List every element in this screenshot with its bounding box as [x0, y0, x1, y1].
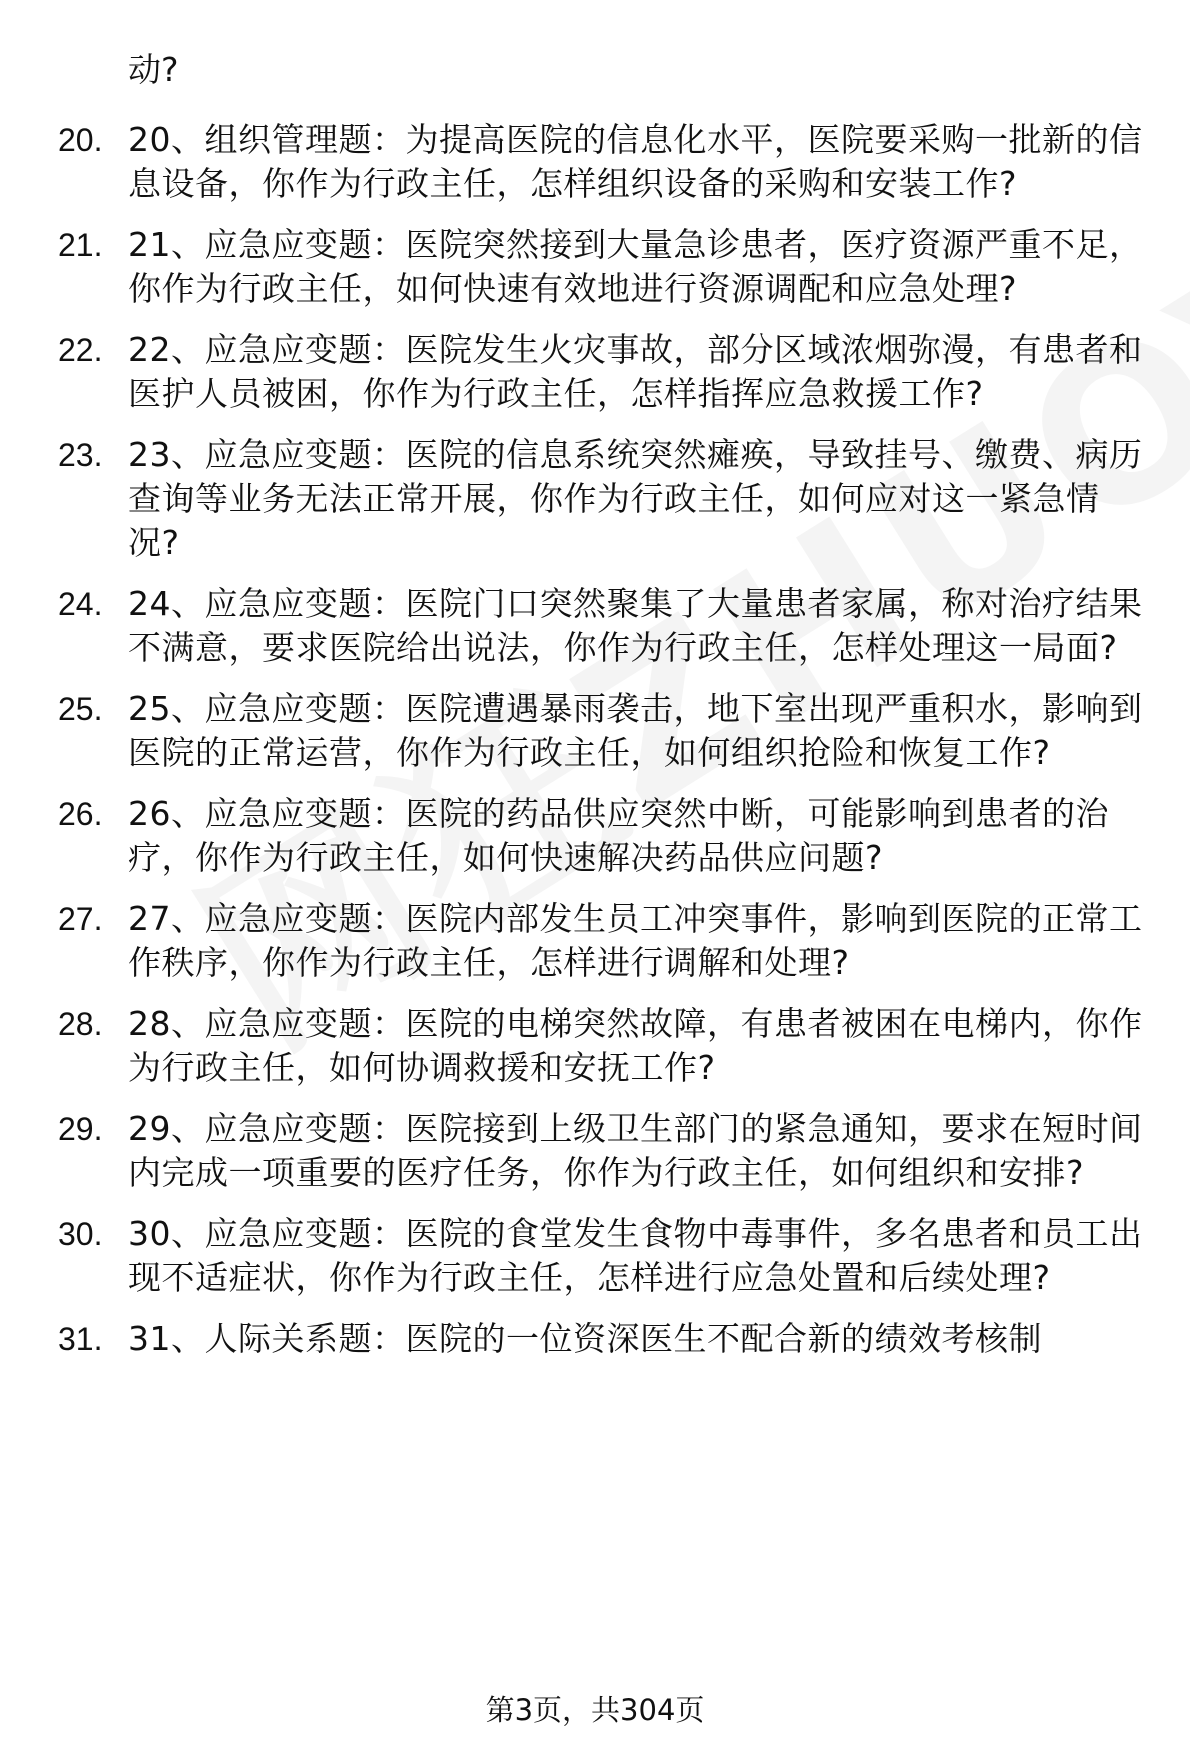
question-number: 21.: [58, 227, 103, 263]
question-item-24: [0, 582, 1148, 670]
question-text: 28、应急应变题：医院的电梯突然故障，有患者被困在电梯内，你作为行政主任，如何协调救援和安抚工作?: [128, 1004, 1143, 1087]
question-item-22: [0, 328, 1148, 416]
question-number: 27.: [58, 901, 103, 937]
question-item-25: [0, 687, 1148, 775]
question-text: 27、应急应变题：医院内部发生员工冲突事件，影响到医院的正常工作秩序，你作为行政主任，怎样进行调解和处理?: [128, 899, 1143, 982]
question-number: 29.: [58, 1111, 103, 1147]
question-text: 24、应急应变题：医院门口突然聚集了大量患者家属，称对治疗结果不满意，要求医院给出说法，你作为行政主任，怎样处理这一局面?: [128, 584, 1143, 667]
question-text: 20、组织管理题：为提高医院的信息化水平，医院要采购一批新的信息设备，你作为行政主任，怎样组织设备的采购和安装工作?: [128, 120, 1143, 203]
question-text: 30、应急应变题：医院的食堂发生食物中毒事件，多名患者和员工出现不适症状，你作为行政主任，怎样进行应急处置和后续处理?: [128, 1214, 1143, 1297]
question-text: 29、应急应变题：医院接到上级卫生部门的紧急通知，要求在短时间内完成一项重要的医疗任务，你作为行政主任，如何组织和安排?: [128, 1109, 1143, 1192]
question-text: 25、应急应变题：医院遭遇暴雨袭击，地下室出现严重积水，影响到医院的正常运营，你作为行政主任，如何组织抢险和恢复工作?: [128, 689, 1143, 772]
question-item-28: [0, 1002, 1148, 1090]
question-number: 26.: [58, 796, 103, 832]
question-item-27: [0, 897, 1148, 985]
question-number: 23.: [58, 437, 103, 473]
question-text: 22、应急应变题：医院发生火灾事故，部分区域浓烟弥漫，有患者和医护人员被困，你作为行政主任，怎样指挥应急救援工作?: [128, 330, 1143, 413]
question-item-30: [0, 1212, 1148, 1300]
question-text: 21、应急应变题：医院突然接到大量急诊患者，医疗资源严重不足，你作为行政主任，如何快速有效地进行资源调配和应急处理?: [128, 225, 1143, 308]
question-text: 26、应急应变题：医院的药品供应突然中断，可能影响到患者的治疗，你作为行政主任，如何快速解决药品供应问题?: [128, 794, 1109, 877]
question-item-20: [0, 118, 1148, 206]
question-text: 23、应急应变题：医院的信息系统突然瘫痪，导致挂号、缴费、病历查询等业务无法正常开展，你作为行政主任，如何应对这一紧急情况?: [128, 435, 1143, 562]
question-list: [0, 118, 1190, 1378]
question-text: 31、人际关系题：医院的一位资深医生不配合新的绩效考核制: [128, 1319, 1042, 1358]
question-item-26: [0, 792, 1148, 880]
question-number: 30.: [58, 1216, 103, 1252]
question-item-23: [0, 433, 1148, 565]
question-item-21: [0, 223, 1148, 311]
question-item-29: [0, 1107, 1148, 1195]
question-number: 25.: [58, 691, 103, 727]
question-number: 24.: [58, 586, 103, 622]
page-footer: 第3页，共304页: [485, 1693, 705, 1727]
question-number: 31.: [58, 1321, 103, 1357]
question-number: 20.: [58, 122, 103, 158]
previous-question-continuation: 动?: [128, 50, 179, 89]
question-item-31: [0, 1317, 1148, 1361]
question-number: 28.: [58, 1006, 103, 1042]
question-number: 22.: [58, 332, 103, 368]
